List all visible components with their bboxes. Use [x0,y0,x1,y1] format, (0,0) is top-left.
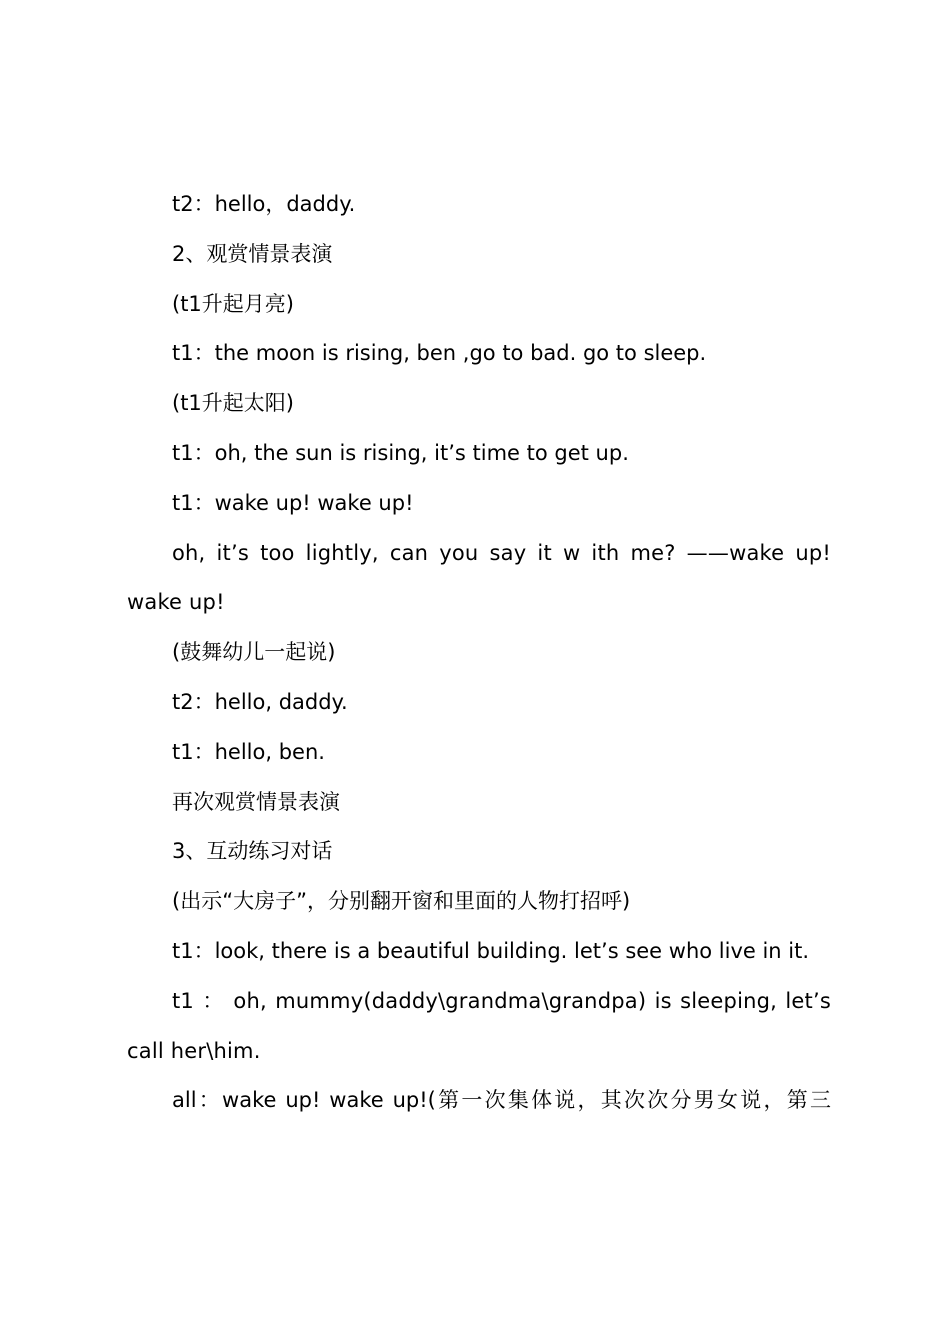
paragraph-1: t2：hello，daddy. [172,192,356,216]
paragraph-3: (t1升起月亮) [172,291,294,316]
document-body [127,180,831,1126]
paragraph-10: t2：hello, daddy. [172,689,348,714]
paragraph-9: (鼓舞幼儿一起说) [172,640,336,665]
paragraph-13: 3、互动练习对话 [172,839,333,864]
paragraph-8: oh, it’s too lightly, can you say it w ith me? ——wake up! wake up! [127,540,831,615]
paragraph-6: t1：oh, the sun is rising, it’s time to get up. [172,440,629,465]
paragraph-15: t1：look, there is a beautiful building. let’s see who live in it. [172,938,810,963]
paragraph-2: 2、观赏情景表演 [172,241,333,266]
paragraph-14: (出示“大房子”，分别翻开窗和里面的人物打招呼) [172,889,631,914]
paragraph-12: 再次观赏情景表演 [172,789,340,814]
paragraph-5: (t1升起太阳) [172,391,294,416]
paragraph-17: all：wake up! wake up!(第一次集体说，其次次分男女说，第三 [172,1088,831,1113]
paragraph-16: t1 ： oh, mummy(daddy\grandma\grandpa) is sleeping, let’s call her\him. [127,988,831,1063]
paragraph-7: t1：wake up! wake up! [172,490,414,515]
paragraph-4: t1：the moon is rising, ben ,go to bad. go to sleep. [172,341,707,366]
paragraph-11: t1：hello, ben. [172,739,325,764]
